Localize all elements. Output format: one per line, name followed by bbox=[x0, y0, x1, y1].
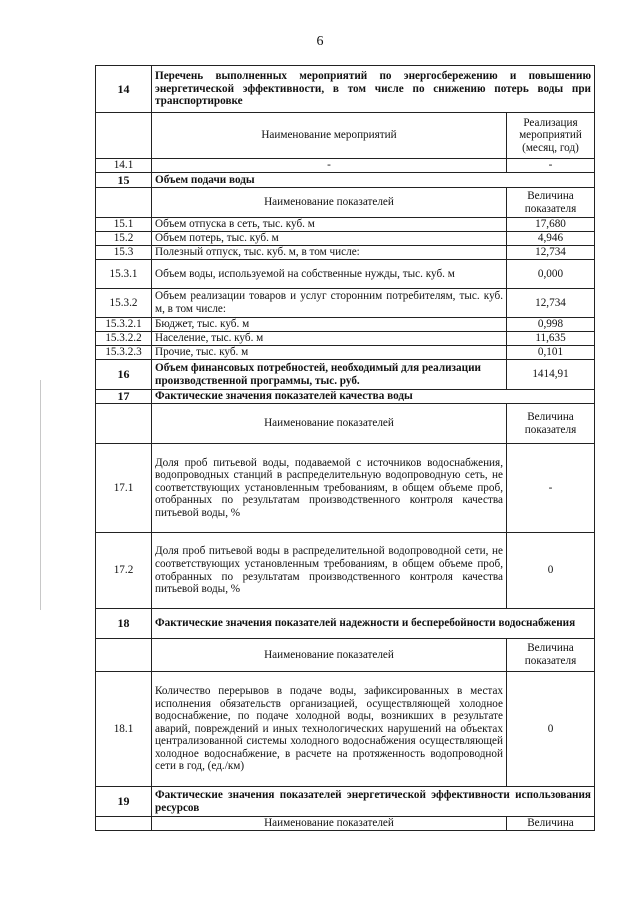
row-value: 11,635 bbox=[507, 332, 595, 346]
empty-cell bbox=[96, 188, 152, 218]
column-value-header: Величина показателя bbox=[507, 639, 595, 672]
page-number: 6 bbox=[316, 34, 324, 49]
column-value-header: Величина показателя bbox=[507, 188, 595, 218]
row-value: 12,734 bbox=[507, 289, 595, 318]
row-value: 12,734 bbox=[507, 246, 595, 260]
empty-cell bbox=[96, 404, 152, 444]
row-number: 17.2 bbox=[96, 533, 152, 609]
empty-cell bbox=[96, 639, 152, 672]
row-number: 15.3.2.1 bbox=[96, 318, 152, 332]
row-name: - bbox=[152, 159, 507, 173]
row-value: 4,946 bbox=[507, 232, 595, 246]
section-18-column-header bbox=[96, 639, 595, 672]
table-row bbox=[96, 159, 595, 173]
row-name: Объем отпуска в сеть, тыс. куб. м bbox=[152, 218, 507, 232]
column-name-header: Наименование показателей bbox=[152, 817, 507, 831]
row-name: Доля проб питьевой воды, подаваемой с источников водоснабжения, водопроводных станций в распределительную водопроводную сеть, не соответствующих установленным требованиям, в общем объеме проб, отобранных по результатам производственного контроля качества питьевой воды, % bbox=[152, 444, 507, 533]
table-row bbox=[96, 232, 595, 246]
section-title: Объем подачи воды bbox=[152, 173, 595, 188]
section-14-header bbox=[96, 66, 595, 113]
section-title: Фактические значения показателей надежности и бесперебойности водоснабжения bbox=[152, 609, 595, 639]
row-number: 15.3.2 bbox=[96, 289, 152, 318]
section-15-column-header bbox=[96, 188, 595, 218]
column-value-header: Величина показателя bbox=[507, 404, 595, 444]
indicators-table bbox=[95, 65, 595, 831]
section-19-column-header bbox=[96, 817, 595, 831]
row-number: 18.1 bbox=[96, 672, 152, 787]
row-number: 14.1 bbox=[96, 159, 152, 173]
column-value-header: Величина bbox=[507, 817, 595, 831]
row-value: 1414,91 bbox=[507, 360, 595, 390]
section-title: Объем финансовых потребностей, необходимый для реализации производственной программы, тыс. руб. bbox=[152, 360, 507, 390]
table-row bbox=[96, 444, 595, 533]
row-number: 15.3.1 bbox=[96, 260, 152, 289]
column-name-header: Наименование показателей bbox=[152, 639, 507, 672]
table-row bbox=[96, 218, 595, 232]
section-14-column-header bbox=[96, 113, 595, 159]
row-value: 0 bbox=[507, 672, 595, 787]
empty-cell bbox=[96, 113, 152, 159]
row-number: 15.1 bbox=[96, 218, 152, 232]
row-value: 0,998 bbox=[507, 318, 595, 332]
section-18-header bbox=[96, 609, 595, 639]
column-name-header: Наименование мероприятий bbox=[152, 113, 507, 159]
row-name: Объем потерь, тыс. куб. м bbox=[152, 232, 507, 246]
row-name: Объем воды, используемой на собственные нужды, тыс. куб. м bbox=[152, 260, 507, 289]
section-number: 16 bbox=[96, 360, 152, 390]
section-number: 18 bbox=[96, 609, 152, 639]
section-number: 17 bbox=[96, 390, 152, 404]
row-value: - bbox=[507, 159, 595, 173]
table-row bbox=[96, 346, 595, 360]
row-name: Прочие, тыс. куб. м bbox=[152, 346, 507, 360]
row-name: Количество перерывов в подаче воды, зафиксированных в местах исполнения обязательств организацией, осуществляющей холодное водоснабжение, по подаче холодной воды, возникших в результате аварий, повреждений и иных технологических нарушений на объектах централизованной системы холодного водоснабжения осуществляющей холодное водоснабжение, в расчете на протяженность водопроводной сети в год, (ед./км) bbox=[152, 672, 507, 787]
section-number: 14 bbox=[96, 66, 152, 113]
table-row bbox=[96, 246, 595, 260]
table-row bbox=[96, 289, 595, 318]
column-name-header: Наименование показателей bbox=[152, 188, 507, 218]
scan-margin-line bbox=[40, 380, 41, 610]
row-number: 15.3.2.2 bbox=[96, 332, 152, 346]
row-value: 17,680 bbox=[507, 218, 595, 232]
row-name: Полезный отпуск, тыс. куб. м, в том числе: bbox=[152, 246, 507, 260]
section-17-column-header bbox=[96, 404, 595, 444]
section-19-header bbox=[96, 787, 595, 817]
section-title: Фактические значения показателей энергетической эффективности использования ресурсов bbox=[152, 787, 595, 817]
row-name: Население, тыс. куб. м bbox=[152, 332, 507, 346]
table-row bbox=[96, 318, 595, 332]
empty-cell bbox=[96, 817, 152, 831]
row-value: 0 bbox=[507, 533, 595, 609]
section-title: Фактические значения показателей качества воды bbox=[152, 390, 595, 404]
section-number: 15 bbox=[96, 173, 152, 188]
row-value: 0,101 bbox=[507, 346, 595, 360]
column-name-header: Наименование показателей bbox=[152, 404, 507, 444]
row-name: Доля проб питьевой воды в распределительной водопроводной сети, не соответствующих установленным требованиям, в общем объеме проб, отобранных по результатам производственного контроля качества питьевой воды, % bbox=[152, 533, 507, 609]
row-number: 15.3.2.3 bbox=[96, 346, 152, 360]
row-number: 15.2 bbox=[96, 232, 152, 246]
row-name: Объем реализации товаров и услуг сторонним потребителям, тыс. куб. м, в том числе: bbox=[152, 289, 507, 318]
row-number: 17.1 bbox=[96, 444, 152, 533]
table-row bbox=[96, 260, 595, 289]
table-row bbox=[96, 533, 595, 609]
section-title: Перечень выполненных мероприятий по энергосбережению и повышению энергетической эффективности, в том числе по снижению потерь воды при транспортировке bbox=[152, 66, 595, 113]
section-16-row bbox=[96, 360, 595, 390]
row-value: 0,000 bbox=[507, 260, 595, 289]
table-row bbox=[96, 332, 595, 346]
column-value-header: Реализация мероприятий (месяц, год) bbox=[507, 113, 595, 159]
table-row bbox=[96, 672, 595, 787]
section-17-header bbox=[96, 390, 595, 404]
row-name: Бюджет, тыс. куб. м bbox=[152, 318, 507, 332]
section-number: 19 bbox=[96, 787, 152, 817]
row-number: 15.3 bbox=[96, 246, 152, 260]
row-value: - bbox=[507, 444, 595, 533]
section-15-header bbox=[96, 173, 595, 188]
